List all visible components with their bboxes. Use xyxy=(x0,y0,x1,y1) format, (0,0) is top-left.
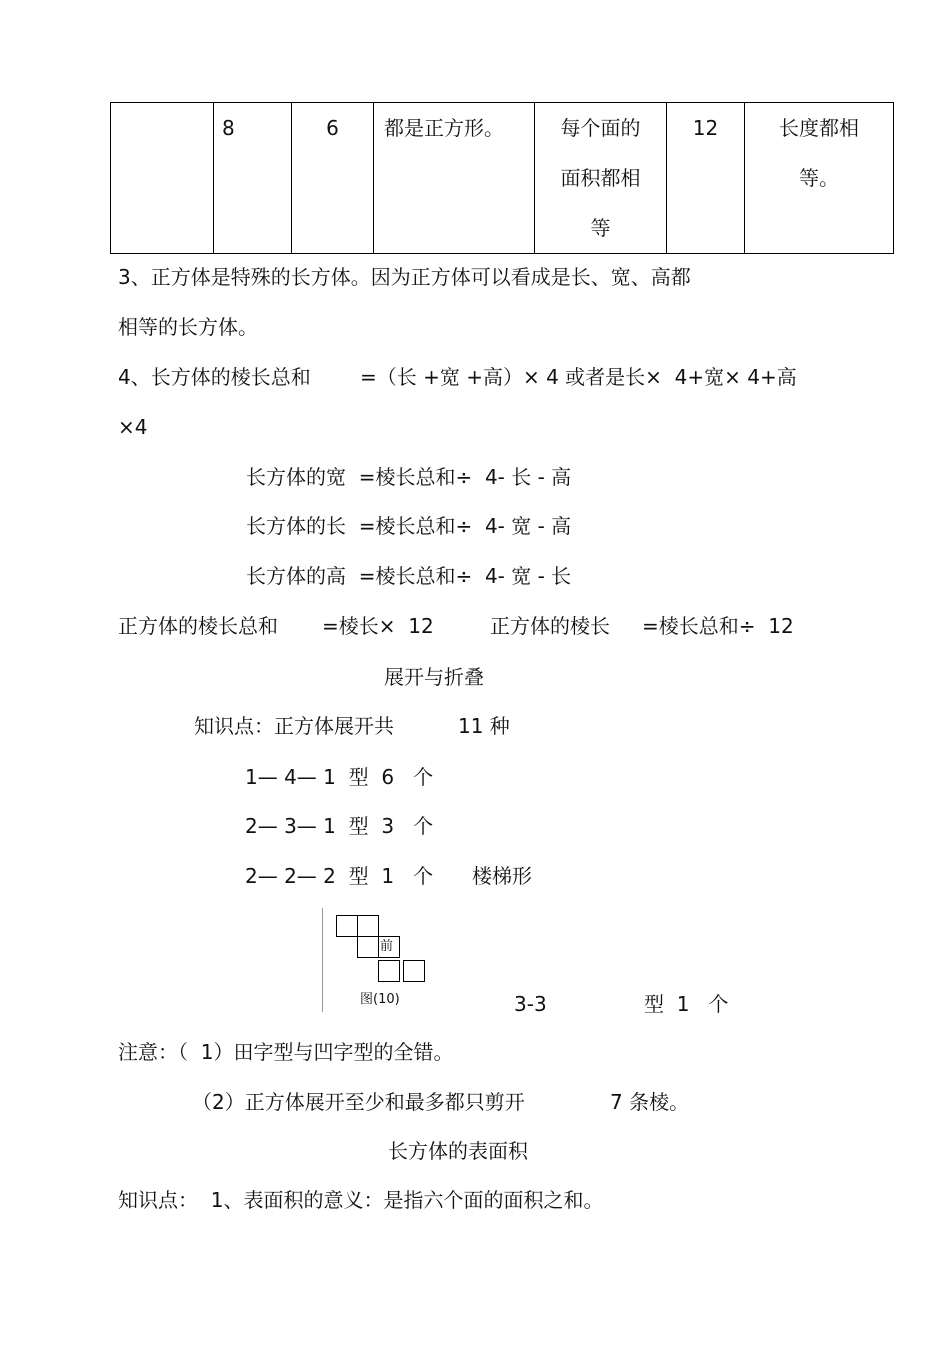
unfold-type-222-note: 楼梯形 xyxy=(472,864,532,888)
unfold-type-222: 2— 2— 2 型 1 个 xyxy=(245,864,434,888)
cube-net-figure xyxy=(322,908,432,1013)
table-cell-face-area: 每个面的 面积都相 等 xyxy=(535,103,667,254)
net-square xyxy=(357,915,379,937)
table-cell-faces: 6 xyxy=(292,103,374,254)
cube-edge-label: 正方体的棱长 xyxy=(490,614,610,638)
table-cell-label xyxy=(111,103,214,254)
note-1: 注意：（ 1）田字型与凹字型的全错。 xyxy=(118,1040,454,1064)
figure-caption: 图(10) xyxy=(360,992,400,1007)
net-front-label: 前 xyxy=(380,939,394,954)
text-line-cube-special: 3、正方体是特殊的长方体。因为正方体可以看成是长、宽、高都 xyxy=(118,265,691,289)
knowledge-point-unfold: 知识点：正方体展开共 xyxy=(194,714,394,738)
net-square xyxy=(403,960,425,982)
knowledge-point-surface-area: 知识点： 1、表面积的意义：是指六个面的面积之和。 xyxy=(118,1188,604,1212)
table-row xyxy=(111,103,894,254)
unfold-type-231: 2— 3— 1 型 3 个 xyxy=(245,814,434,838)
table-cell-vertices: 8 xyxy=(214,103,292,254)
table-cell-face-shape: 都是正方形。 xyxy=(374,103,535,254)
table-cell-edge-length: 长度都相 等。 xyxy=(745,103,894,254)
unfold-type-33: 3-3 xyxy=(514,992,547,1016)
table-cell-edges: 12 xyxy=(667,103,745,254)
section-heading-surface-area: 长方体的表面积 xyxy=(388,1139,528,1163)
text-line-edge-sum-formula: =（长 +宽 +高）× 4 或者是长× 4+宽× 4+高 xyxy=(360,365,797,389)
note-2: （2）正方体展开至少和最多都只剪开 xyxy=(192,1090,525,1114)
formula-width: 长方体的宽 =棱长总和÷ 4- 长 - 高 xyxy=(246,465,572,489)
unfold-type-33-count: 型 1 个 xyxy=(644,992,729,1016)
net-square xyxy=(336,915,358,937)
text-line-edge-sum-cont: ×4 xyxy=(118,415,148,439)
cube-edge-sum-label: 正方体的棱长总和 xyxy=(118,614,278,638)
unfold-type-141: 1— 4— 1 型 6 个 xyxy=(245,765,434,789)
properties-table xyxy=(110,102,894,254)
net-square xyxy=(378,960,400,982)
section-heading-unfold: 展开与折叠 xyxy=(384,665,484,689)
knowledge-point-count: 11 种 xyxy=(458,714,510,738)
note-2-edges: 7 条棱。 xyxy=(610,1090,690,1114)
text-line-cube-special-cont: 相等的长方体。 xyxy=(118,315,258,339)
figure-border-line xyxy=(322,908,323,1012)
formula-height: 长方体的高 =棱长总和÷ 4- 宽 - 长 xyxy=(246,564,572,588)
cube-edge-sum-formula: =棱长× 12 xyxy=(322,614,434,638)
cube-edge-formula: =棱长总和÷ 12 xyxy=(642,614,794,638)
net-square xyxy=(357,936,379,958)
formula-length: 长方体的长 =棱长总和÷ 4- 宽 - 高 xyxy=(246,514,572,538)
text-line-edge-sum-label: 4、长方体的棱长总和 xyxy=(118,365,311,389)
